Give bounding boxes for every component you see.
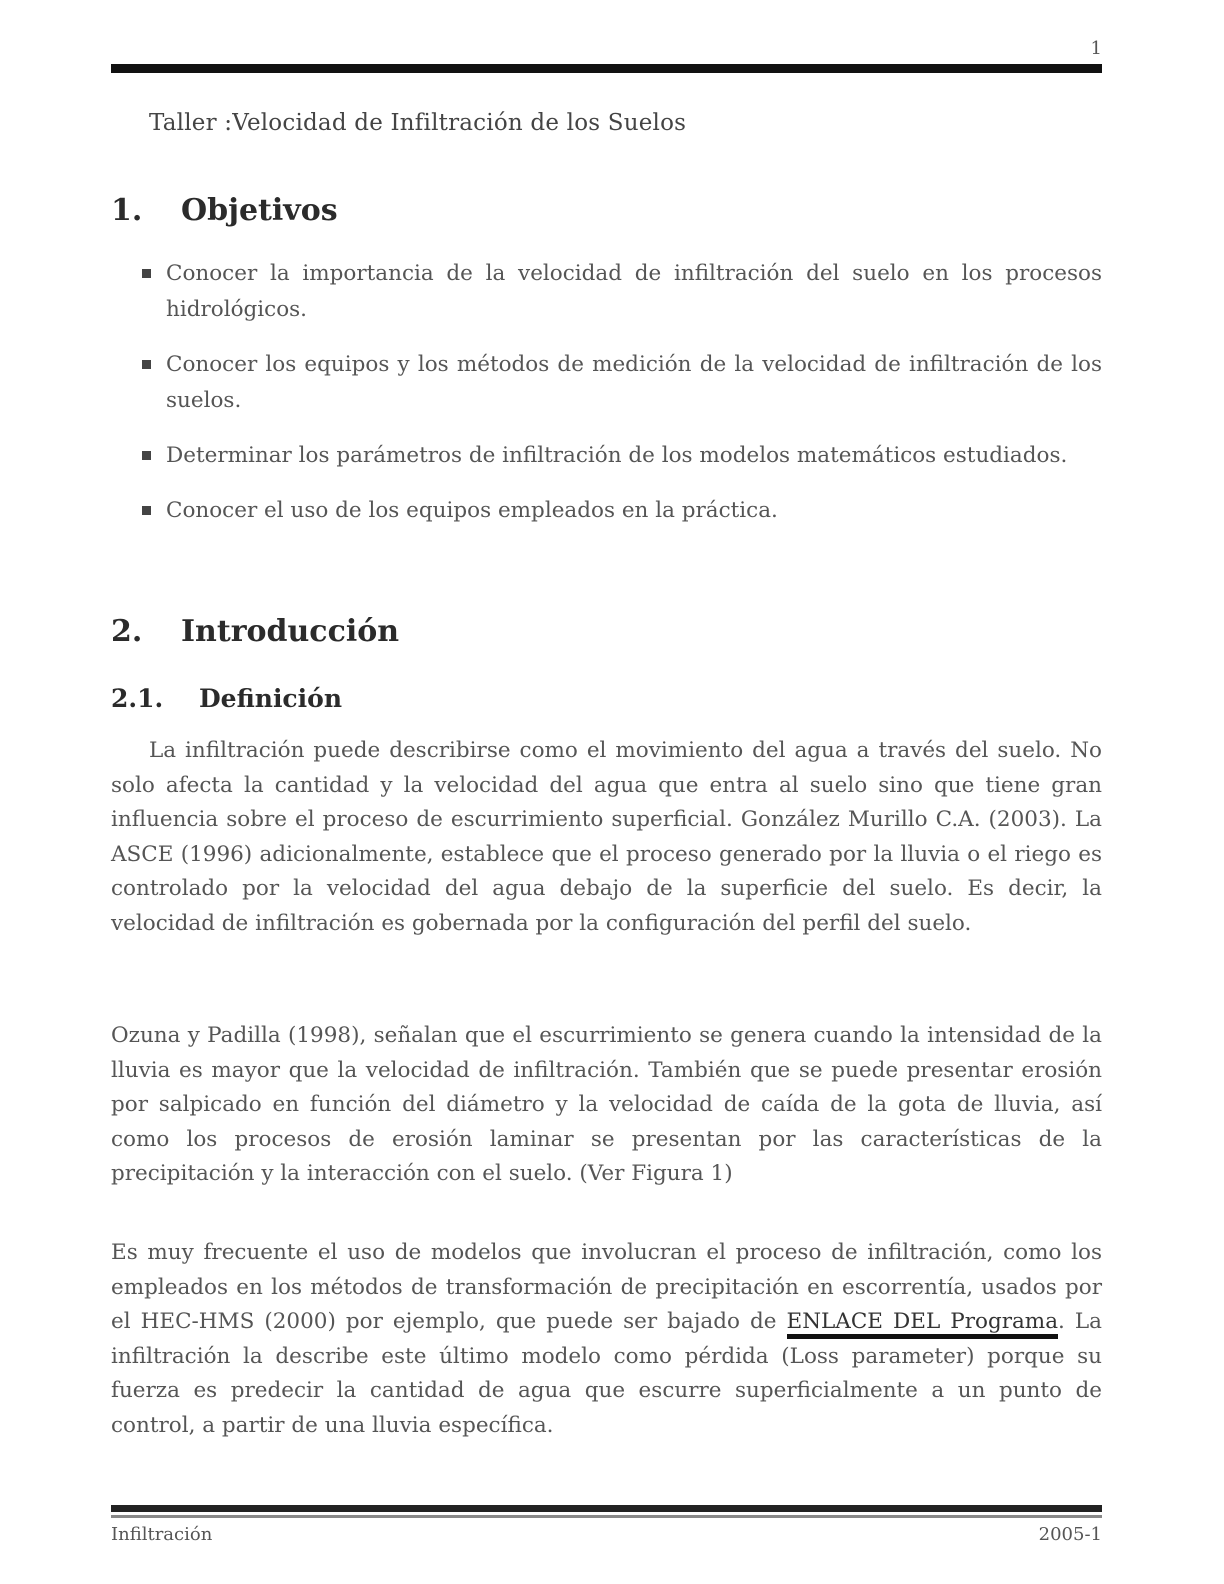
list-item: Determinar los parámetros de infiltración de los modelos matemáticos estudiados.	[140, 438, 1102, 474]
objectives-list	[140, 256, 1102, 548]
footer-rule-thin	[111, 1515, 1102, 1518]
section-heading-objectives	[111, 193, 338, 228]
footer-rule	[111, 1505, 1102, 1512]
list-item: Conocer los equipos y los métodos de medición de la velocidad de infiltración de los suelos.	[140, 347, 1102, 419]
subsection-heading-definition	[111, 684, 342, 713]
list-item: Conocer el uso de los equipos empleados en la práctica.	[140, 493, 1102, 529]
bullet-icon	[142, 360, 151, 369]
paragraph-models: Es muy frecuente el uso de modelos que involucran el proceso de infiltración, como los empleados en los métodos de transformación de precipitación en escorrentía, usados por el HEC-HMS (2000) por ejemplo, que puede ser bajado de ENLACE DEL Programa. La infiltración la describe este último modelo como pérdida (Loss parameter) porque su fuerza es predecir la cantidad de agua que escurre superficialmente a un punto de control, a partir de una lluvia específica.	[111, 1240, 1103, 1438]
subsection-title: Definición	[199, 684, 343, 713]
section-number: 2.	[111, 614, 143, 649]
footer-left-text: Infiltración	[111, 1524, 213, 1545]
header-rule	[111, 64, 1102, 73]
footer-right-text: 2005-1	[1038, 1524, 1102, 1545]
section-heading-introduction	[111, 614, 399, 649]
document-title: Taller :Velocidad de Infiltración de los Suelos	[149, 110, 687, 136]
bullet-icon	[142, 451, 151, 460]
bullet-icon	[142, 506, 151, 515]
list-item: Conocer la importancia de la velocidad de infiltración del suelo en los procesos hidrológicos.	[140, 256, 1102, 328]
section-number: 1.	[111, 193, 143, 228]
section-title: Objetivos	[181, 193, 338, 228]
program-link[interactable]: ENLACE DEL Programa	[787, 1309, 1059, 1339]
section-title: Introducción	[181, 614, 400, 649]
subsection-number: 2.1.	[111, 684, 164, 713]
paragraph-runoff: Ozuna y Padilla (1998), señalan que el escurrimiento se genera cuando la intensidad de la lluvia es mayor que la velocidad de infiltración. También que se puede presentar erosión por salpicado en función del diámetro y la velocidad de caída de la gota de lluvia, así como los procesos de erosión laminar se presentan por las características de la precipitación y la interacción con el suelo. (Ver Figura 1)	[111, 1023, 1102, 1186]
page-number: 1	[1090, 38, 1102, 59]
paragraph-definition: La infiltración puede describirse como el movimiento del agua a través del suelo. No solo afecta la cantidad y la velocidad del agua que entra al suelo sino que tiene gran influencia sobre el proceso de escurrimiento superficial. González Murillo C.A. (2003). La ASCE (1996) adicionalmente, establece que el proceso generado por la lluvia o el riego es controlado por la velocidad del agua debajo de la superficie del suelo. Es decir, la velocidad de infiltración es gobernada por la configuración del perfil del suelo.	[111, 738, 1102, 936]
bullet-icon	[142, 269, 151, 278]
